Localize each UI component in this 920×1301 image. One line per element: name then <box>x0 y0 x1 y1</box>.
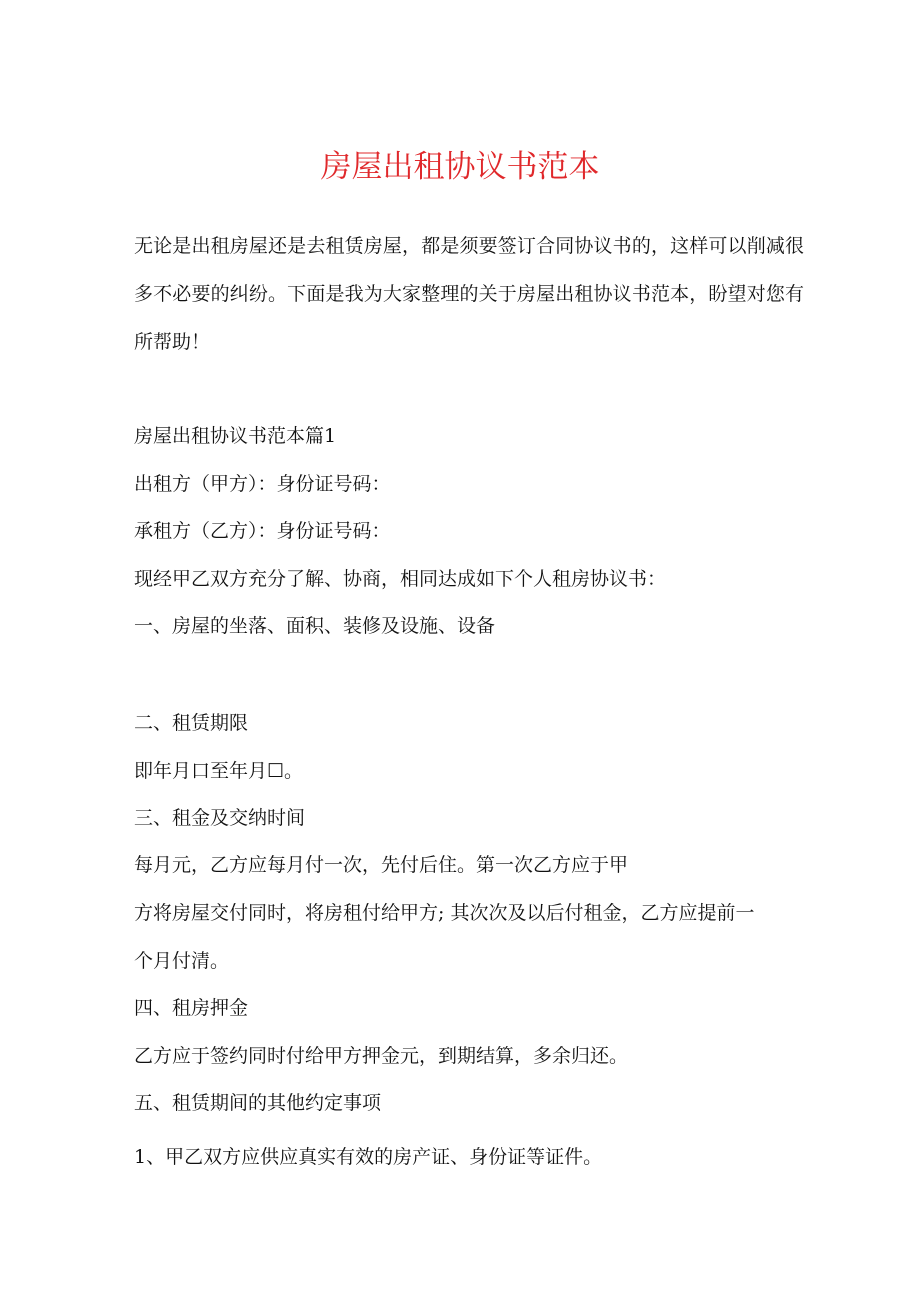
lessee-line: 承租方（乙方）：身份证号码： <box>134 520 391 542</box>
deposit-line: 乙方应于签约同时付给甲方押金元，到期结算，多余归还。 <box>134 1045 629 1067</box>
intro-paragraph: 无论是出租房屋还是去租赁房屋，都是须要签订合同协议书的，这样可以削减很多不必要的纠纷。下面是我为大家整理的关于房屋出租协议书范本，盼望对您有所帮助！ <box>134 235 804 353</box>
clause-heading-4: 四、租房押金 <box>134 997 249 1019</box>
agreement-preamble: 现经甲乙双方充分了解、协商，相同达成如下个人租房协议书： <box>134 568 667 590</box>
clause-heading-2: 二、租赁期限 <box>134 712 249 734</box>
rent-line-1: 每月元，乙方应每月付一次，先付后住。第一次乙方应于甲 <box>134 854 629 876</box>
section-heading-part1: 房屋出租协议书范本篇1 <box>134 425 337 447</box>
clause-heading-5: 五、租赁期间的其他约定事项 <box>134 1092 382 1114</box>
rent-line-3: 个月付清。 <box>134 950 230 972</box>
lessor-line: 出租方（甲方）：身份证号码： <box>134 473 391 495</box>
rent-line-2: 方将房屋交付同时，将房租付给甲方; 其次次及以后付租金，乙方应提前一 <box>134 902 755 924</box>
other-terms-item-1: 1、甲乙双方应供应真实有效的房产证、身份证等证件。 <box>134 1146 603 1168</box>
document-title: 房屋出租协议书范本 <box>320 149 600 185</box>
clause-heading-3: 三、租金及交纳时间 <box>134 807 306 829</box>
clause-heading-1: 一、房屋的坐落、面积、装修及设施、设备 <box>134 615 496 637</box>
lease-term-line: 即年月口至年月☐。 <box>134 760 304 782</box>
